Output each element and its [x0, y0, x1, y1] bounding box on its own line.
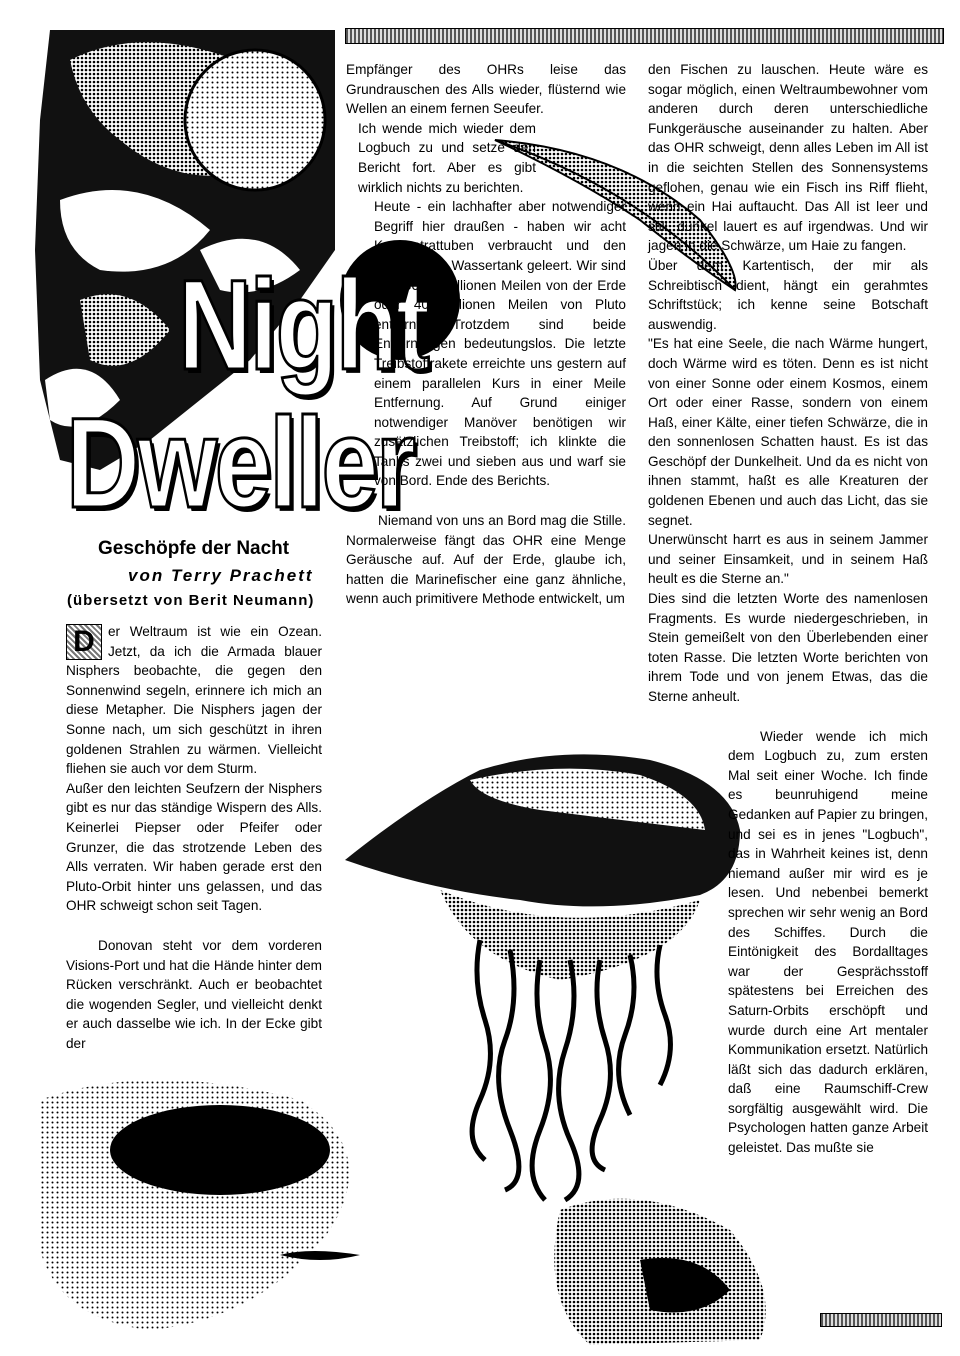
- byline: von Terry Prachett: [128, 566, 314, 585]
- col2-paragraph-3: Heute - ein lachhafter aber notwendiger Begriff hier draußen - haben wir acht Konzentrattuben verbraucht und den siebzehnten Wassertank geleert. Wir sind jetzt 361.5 Millionen Meilen von der Erde oder 40 Millionen Meilen von Pluto entfernt. Trotzdem sind beide Entfernungen bedeutungslos. Die letzte Treibstoffrakete erreichte uns gestern auf einem parallelen Kurs in einer Meile Entfernung. Auf Grund einiger notwendiger Manöver benötigen wir zusätzlichen Treibstoff; ich klinkte die Tanks zwei und sieben aus und warf sie von Bord. Ende des Berichts.: [374, 199, 626, 489]
- col3-paragraph-6: Wieder wende ich mich dem Logbuch zu, zum ersten Mal seit einer Woche. Ich finde es beunruhigend meine Gedanken auf Papier zu bringen, und sei es in jenes "Logbuch", das in Wahrheit keines ist, denn niemand außer mir wird es je lesen. Und nebenbei bemerkt sprechen wir sehr wenig an Bord des Schiffes. Durch die Eintönigkeit des Bordalltages war der Gesprächsstoff spätestens bei Erreichen des Saturn-Orbits erschöpft und wurde durch eine Art mentaler Kommunikation ersetzt. Natürlich läßt sich das dadurch erklären, daß eine Raumschiff-Crew sorgfältig ausgewählt wird. Die Psychologen hatten ganze Arbeit geleistet. Das mußte sie: [728, 728, 928, 1156]
- col3-paragraph-2: Über dem Kartentisch, der mir als Schreibtisch dient, hängt ein gerahmtes Schriftstück; ich kenne seine Botschaft auswendig.: [648, 257, 928, 332]
- col1-paragraph-1: D er Weltraum ist wie ein Ozean. Jetzt, da ich die Armada blauer Nisphers beobachte, die gegen den Sonnenwind segeln, erinnere ich mich an diese Metapher. Die Nisphers jagen der Sonne nach, um sich geschützt in ihren goldenen Strahlen zu wärmen. Vielleicht fliehen sie auch vor dem Sturm.: [66, 624, 322, 777]
- col1-paragraph-3: Donovan steht vor dem vorderen Visions-Port und hat die Hände hinter dem Rücken verschränkt. Auch er beobachtet die wogenden Segler, und vielleicht denkt er auch dasselbe wie ich. In der Ecke gibt der: [66, 937, 322, 1051]
- col2-paragraph-1: Empfänger des OHRs leise das Grundrauschen des Alls wieder, flüsternd wie Wellen an einem fernen Seeufer.: [346, 62, 626, 117]
- translator-credit: (übersetzt von Berit Neumann): [67, 592, 315, 609]
- title-night: Night: [178, 254, 428, 397]
- column-2: [346, 60, 626, 609]
- title-dweller: Dweller: [66, 392, 414, 535]
- col3-paragraph-1: den Fischen zu lauschen. Heute wäre es sogar möglich, einen Weltraumbewohner vom anderen durch deren unterschiedliche Funkgeräusche auseinander zu halten. Aber das OHR schweigt, denn alles Leben im All ist in die seichten Stellen des Sonnensystems geflohen, genau wie ein Fisch ins Riff flieht, wenn ein Hai auftaucht. Das All ist leer und still, dunkel lauert es auf irgendwas. Und wir jagen in die Schwärze, um Haie zu fangen.: [648, 62, 928, 254]
- column-3: [648, 60, 928, 1158]
- col3-paragraph-5: Dies sind die letzten Worte des namenlosen Fragments. Es wurde niedergeschrieben, in Stein gemeißelt von den Überlebenden einer toten Rasse. Die letzten Worte berichten von ihrem Tode und von jenem Etwas, das die Sterne anheult.: [648, 591, 928, 704]
- col1-paragraph-2: Außer den leichten Seufzern der Nisphers gibt es nur das ständige Wispern des Alls. Keinerlei Piepser oder Pfeifer oder Grunzer, die das strotzende Leben des Alls verraten. Wir haben gerade erst den Pluto-Orbit hinter uns gelassen, und das OHR schweigt schon seit Tagen.: [66, 780, 322, 914]
- drop-cap: D: [66, 624, 102, 660]
- bottom-decorative-bar: [820, 1313, 942, 1327]
- col3-paragraph-3: "Es hat eine Seele, die nach Wärme hungert, doch Wärme wird es töten. Denn es ist nicht von einer Sonne oder einem Kosmos, einem Ort oder einer Rasse, sondern von einem Haß, einer Kälte, einer tiefen Schwärze, die in den sonnenlosen Schatten haust. Es ist das Geschöpf der Dunkelheit. Und da es nicht von ihnen stammt, haßt es alle Kreaturen der goldenen Ebenen und auch das Licht, das sie segnet.: [648, 336, 928, 528]
- top-decorative-bar: [345, 28, 944, 44]
- col3-paragraph-4: Unerwünscht harrt es aus in seinem Jammer und seiner Einsamkeit, und in seinem Haß heult es die Sterne an.": [648, 532, 928, 587]
- bottom-fish-illustration: [40, 1080, 360, 1330]
- subtitle: Geschöpfe der Nacht: [98, 538, 290, 559]
- col2-paragraph-4: Niemand von uns an Bord mag die Stille. Normalerweise fängt das OHR eine Menge Geräusche auf. Auf der Erde, glaube ich, hatten die Marinefischer eine ganz ähnliche, wenn auch primitivere Methode entwickelt, um: [346, 513, 626, 607]
- col2-paragraph-2: Ich wende mich wieder dem Logbuch zu und setze den Bericht fort. Aber es gibt wirklich nichts zu berichten.: [358, 120, 536, 195]
- column-1: [66, 622, 322, 1053]
- bottom-right-blob: [554, 1199, 765, 1345]
